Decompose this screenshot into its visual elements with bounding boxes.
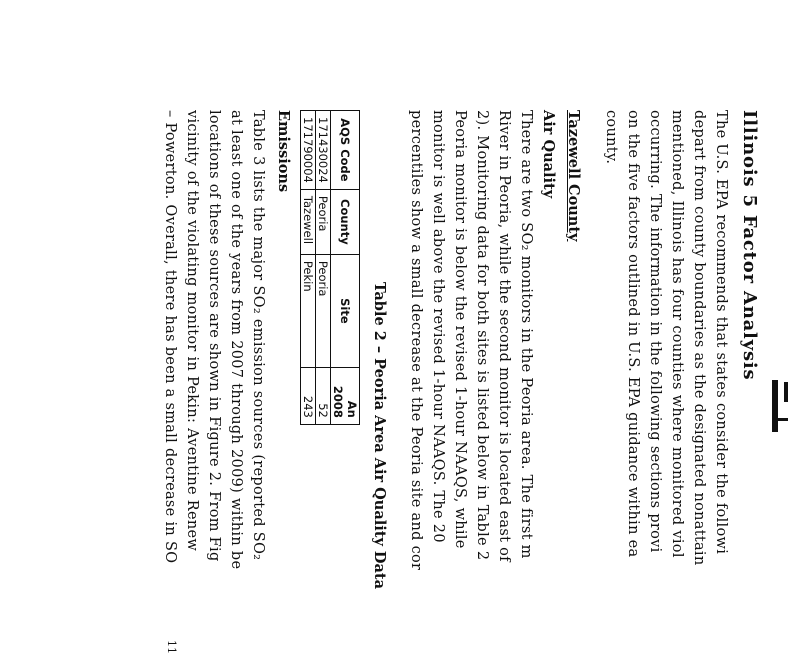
table-row (301, 111, 316, 425)
page-number: 11 (165, 640, 178, 654)
air-quality-line-6: percentiles show a small decrease at the Peoria site and cor (408, 110, 424, 571)
table-header-row (331, 111, 360, 425)
header-aqs-code: AQS Code (331, 111, 360, 190)
air-quality-table (300, 110, 360, 425)
air-quality-line-2: River in Peoria, while the second monitor is located east of (496, 110, 512, 562)
header-annual (331, 367, 360, 424)
intro-line-1: The U.S. EPA recommends that states consider the followi (713, 110, 729, 555)
cell-aqs-code: 171790004 (301, 111, 316, 190)
table-row (316, 111, 331, 425)
cell-site: Pekin (301, 254, 316, 367)
header-site: Site (331, 254, 360, 367)
header-annual-label: An (345, 400, 359, 418)
document-title: Illinois 5 Factor Analysis (739, 110, 760, 381)
cell-value: 243 (301, 367, 316, 424)
scan-mark (772, 380, 778, 432)
emissions-line-5: – Powerton. Overall, there has been a small decrease in SO (162, 110, 178, 564)
emissions-heading: Emissions (275, 110, 292, 193)
header-county: County (331, 189, 360, 254)
cell-value: 52 (316, 367, 331, 424)
air-quality-line-3: 2). Monitoring data for both sites is listed below in Table 2 (474, 110, 490, 561)
air-quality-line-5: monitor is well above the revised 1-hour NAAQS. The 20 (430, 110, 446, 543)
scan-mark (778, 418, 788, 421)
intro-line-3: mentioned, Illinois has four counties where monitored viol (669, 110, 685, 558)
intro-line-2: depart from county boundaries as the designated nonattain (691, 110, 707, 566)
emissions-line-4: vicinity of the violating monitor in Pekin: Aventine Renew (184, 110, 200, 552)
cell-site: Peoria (316, 254, 331, 367)
air-quality-heading: Air Quality (540, 110, 557, 199)
county-heading: Tazewell County (565, 110, 582, 242)
emissions-line-1: Table 3 lists the major SO₂ emission sources (reported SO₂ (250, 110, 266, 561)
air-quality-line-1: There are two SO₂ monitors in the Peoria area. The first m (518, 110, 534, 559)
intro-line-6: county. (603, 110, 619, 165)
header-year-2008: 2008 (331, 385, 345, 418)
emissions-line-2: at least one of the years from 2007 through 2009) within be (228, 110, 244, 570)
scan-mark (784, 382, 788, 402)
cell-county: Peoria (316, 189, 331, 254)
intro-line-4: occurring. The information in the following sections provi (647, 110, 663, 553)
rotated-page (160, 110, 760, 670)
intro-line-5: on the five factors outlined in U.S. EPA guidance within ea (625, 110, 641, 558)
cell-aqs-code: 171430024 (316, 111, 331, 190)
cell-county: Tazewell (301, 189, 316, 254)
air-quality-line-4: Peoria monitor is below the revised 1-hour NAAQS, while (452, 110, 468, 549)
emissions-line-3: locations of these sources are shown in Figure 2. From Fig (206, 110, 222, 562)
table-caption: Table 2 – Peoria Area Air Quality Data (371, 282, 388, 589)
